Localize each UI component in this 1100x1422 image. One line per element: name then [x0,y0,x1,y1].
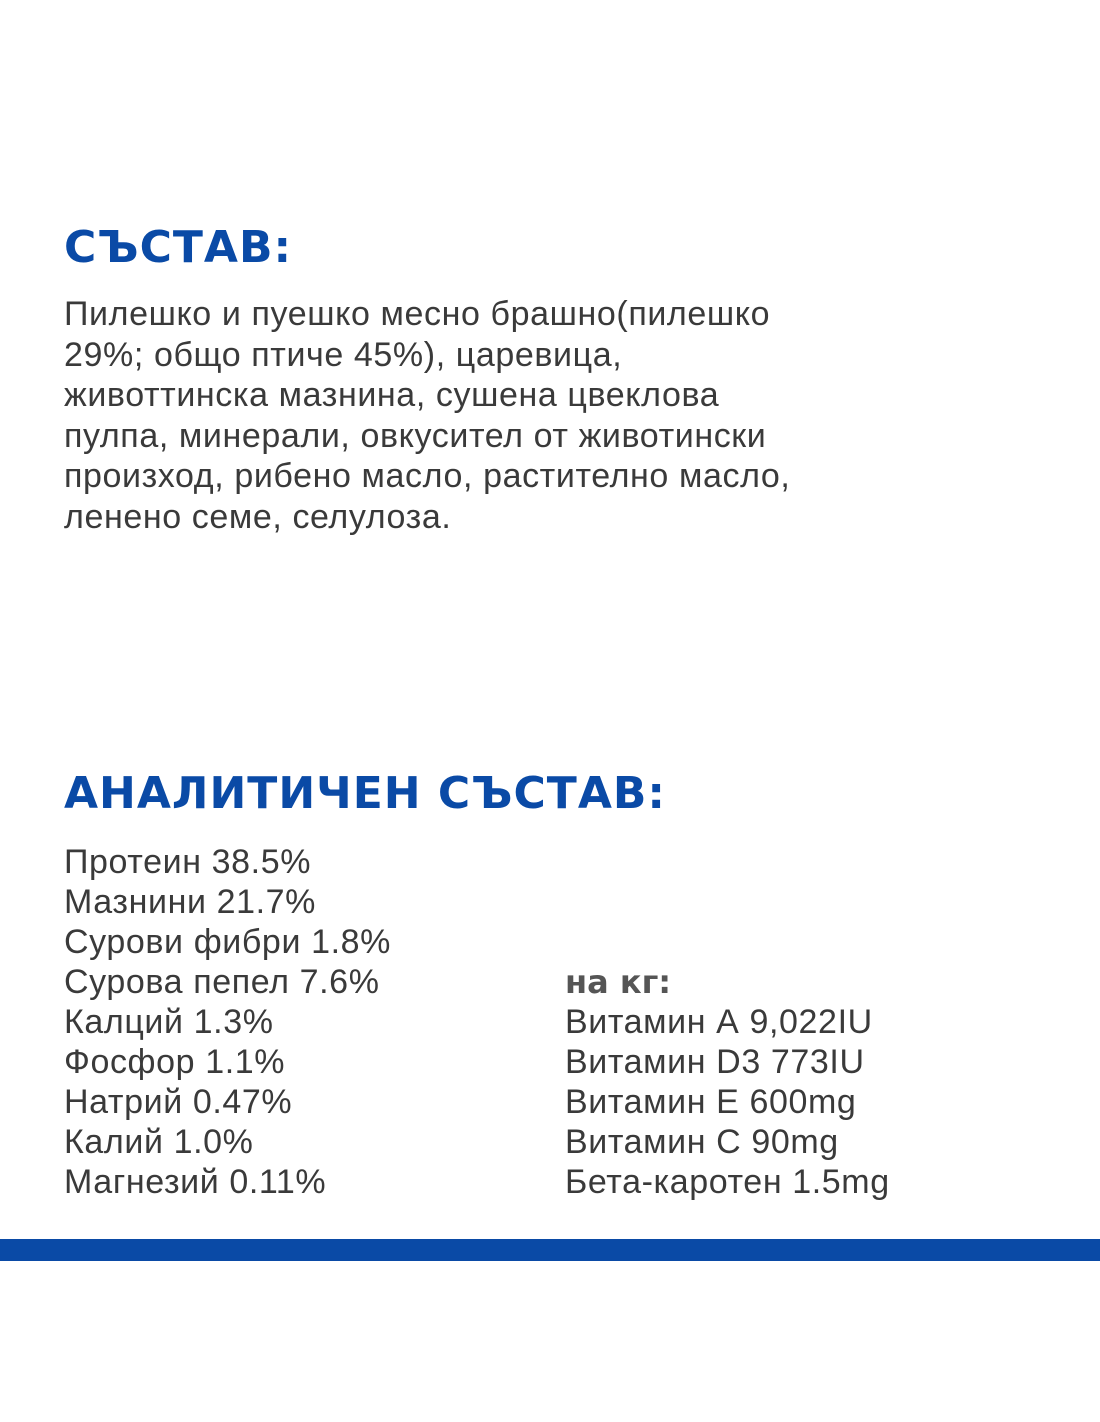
per-kg-label: на кг: [565,963,672,1001]
analysis-list [64,842,391,1202]
analysis-item: Натрий 0.47% [64,1083,293,1121]
analysis-item: Протеин 38.5% [64,843,312,881]
composition-line: пулпа, минерали, овкусител от животински [64,416,767,455]
composition-line: ленено семе, селулоза. [64,497,452,536]
composition-line: 29%; общо птиче 45%), царевица, [64,335,623,374]
analysis-item: Сурова пепел 7.6% [64,963,380,1001]
vitamin-item: Бета-каротен 1.5mg [565,1163,890,1201]
vitamin-list [565,1002,890,1202]
vitamin-item: Витамин А 9,022IU [565,1003,873,1041]
vitamin-item: Витамин С 90mg [565,1123,839,1161]
composition-line: Пилешко и пуешко месно брашно(пилешко [64,295,771,333]
analysis-item: Магнезий 0.11% [64,1163,327,1201]
composition-title: СЪСТАВ: [64,222,293,273]
composition-line: животтинска мазнина, сушена цвеклова [64,376,720,414]
analysis-item: Калий 1.0% [64,1123,254,1161]
analysis-item: Мазнини 21.7% [64,883,317,921]
vitamin-item: Витамин Е 600mg [565,1083,857,1121]
composition-text [64,294,1054,537]
analysis-item: Фосфор 1.1% [64,1043,286,1081]
analysis-item: Калций 1.3% [64,1003,274,1041]
bottom-divider-bar [0,1239,1100,1261]
analytical-title: АНАЛИТИЧЕН СЪСТАВ: [64,768,667,819]
vitamin-item: Витамин D3 773IU [565,1043,865,1081]
analysis-item: Сурови фибри 1.8% [64,923,391,961]
composition-line: произход, рибено масло, растително масло, [64,457,791,495]
